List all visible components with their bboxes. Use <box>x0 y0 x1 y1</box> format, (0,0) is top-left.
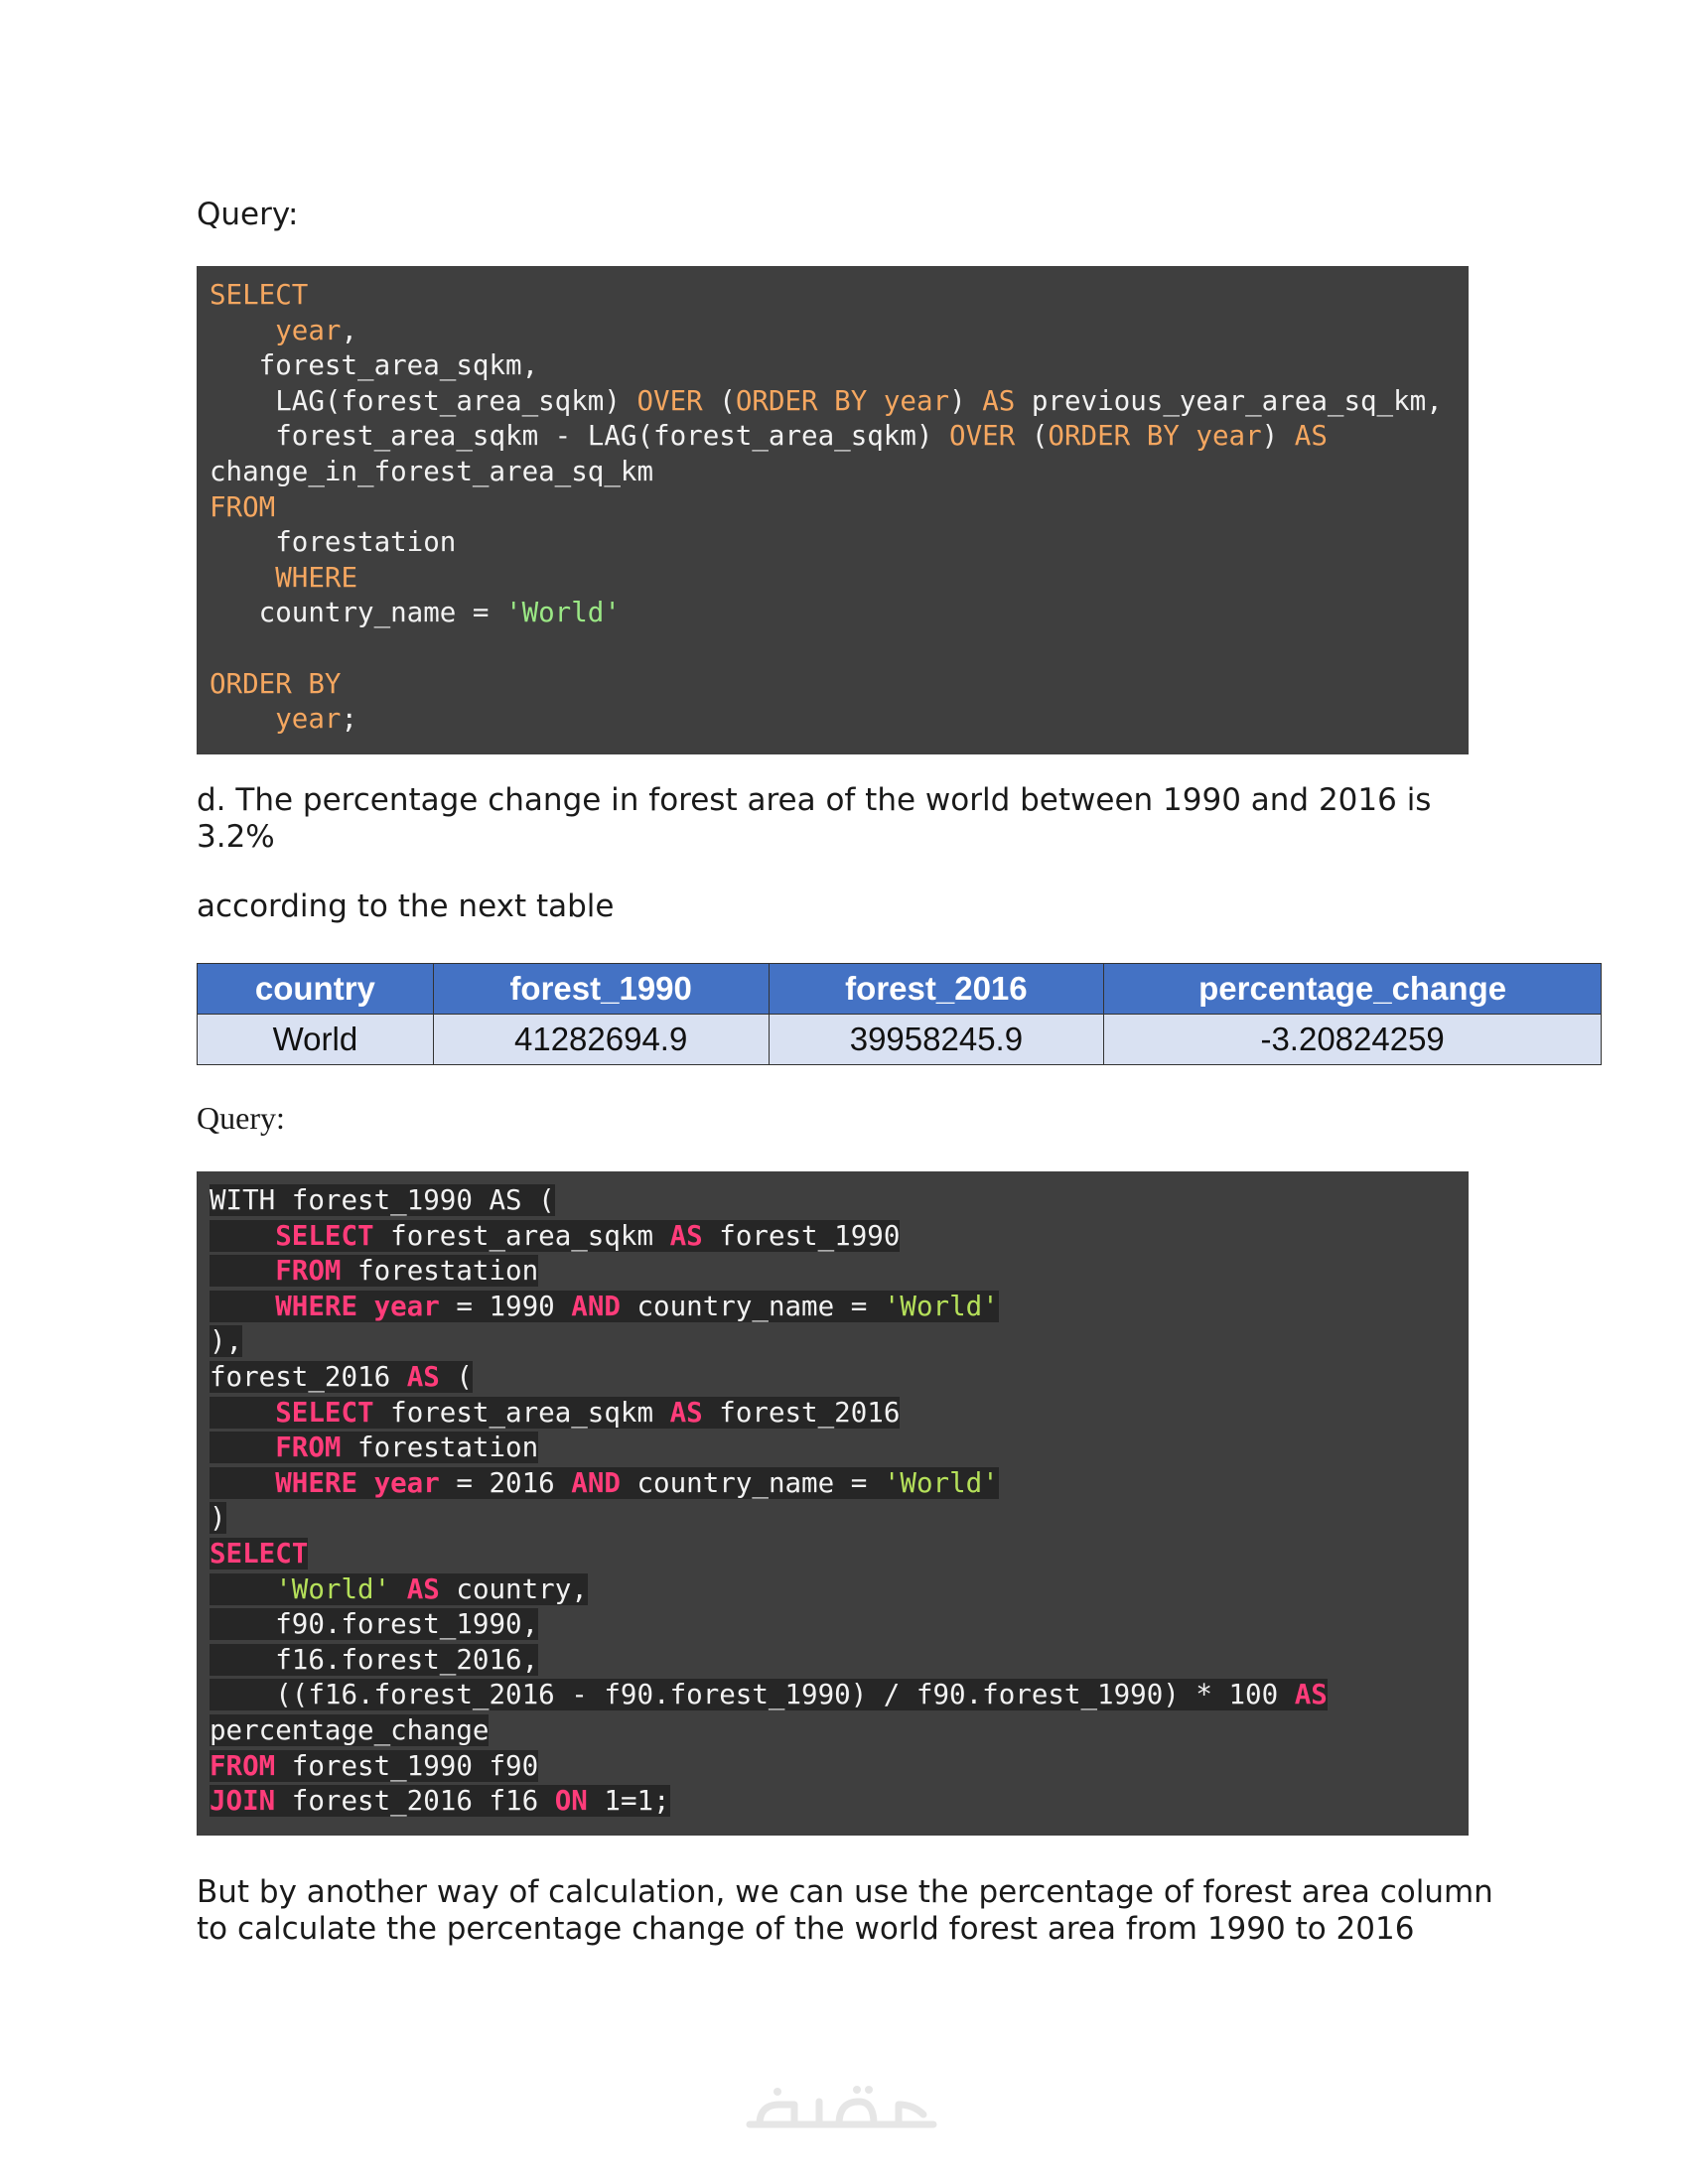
code-token: SELECT <box>275 1396 374 1429</box>
code-token: WHERE <box>275 561 358 594</box>
code-line <box>210 384 1469 420</box>
code-token: ) <box>949 384 983 417</box>
code-token: AS <box>1294 420 1328 453</box>
code-token: ORDER BY <box>210 667 342 700</box>
code-line <box>210 1290 1469 1325</box>
code-token: forest_area_sqkm <box>373 1396 670 1429</box>
closing-line-2: to calculate the percentage change of the world forest area from 1990 to 2016 <box>197 1911 1415 1947</box>
code-line <box>210 631 1469 667</box>
code-token: FROM <box>275 1432 342 1464</box>
code-token: ) <box>210 1502 226 1535</box>
code-token: percentage_change <box>210 1713 490 1746</box>
code-token: SELECT <box>210 279 309 311</box>
closing-paragraph <box>197 1874 1517 1948</box>
header-forest-1990: forest_1990 <box>433 964 769 1015</box>
code-line <box>210 1713 1469 1749</box>
paragraph-d <box>197 782 1517 856</box>
code-token: ORDER BY year <box>1048 420 1262 453</box>
code-token: AS <box>669 1219 703 1252</box>
code-token: , <box>341 314 358 346</box>
code-line <box>210 1607 1469 1643</box>
code-token: ; <box>341 703 358 736</box>
code-token <box>210 1467 275 1499</box>
query-label-1: Query: <box>197 197 299 232</box>
code-line <box>210 1749 1469 1785</box>
code-token: 1=1; <box>587 1785 670 1818</box>
code-token <box>210 1291 275 1322</box>
code-token: forest_2016 <box>702 1396 901 1429</box>
code-token: WHERE year <box>275 1290 440 1322</box>
results-table <box>197 963 1602 1065</box>
code-line <box>210 455 1469 490</box>
code-token <box>210 562 275 594</box>
code-token: forest_area_sqkm, <box>210 349 539 382</box>
code-line <box>210 525 1469 561</box>
code-token: ( <box>1015 420 1049 453</box>
code-token: forest_area_sqkm <box>373 1219 670 1252</box>
code-line <box>210 1643 1469 1679</box>
code-token: AND <box>571 1466 621 1499</box>
code-token: FROM <box>210 1749 276 1782</box>
code-token: AS <box>1294 1679 1328 1711</box>
paragraph-d-line-2: 3.2% <box>197 819 275 855</box>
header-country: country <box>198 964 434 1015</box>
code-token: forest_2016 f16 <box>275 1785 555 1818</box>
code-token: AND <box>571 1290 621 1322</box>
code-token: forestation <box>341 1432 539 1464</box>
code-token <box>210 1220 275 1252</box>
code-token: OVER <box>949 420 1016 453</box>
code-token: ( <box>439 1360 473 1393</box>
code-token: forest_1990 f90 <box>275 1749 539 1782</box>
code-token <box>390 1573 407 1605</box>
table-header-row <box>198 964 1602 1015</box>
code-line <box>210 1396 1469 1432</box>
code-token: OVER <box>636 384 703 417</box>
code-line <box>210 667 1469 703</box>
header-percentage-change: percentage_change <box>1104 964 1602 1015</box>
code-line <box>210 1784 1469 1820</box>
code-token: AS <box>406 1360 440 1393</box>
code-token <box>210 315 275 346</box>
header-forest-2016: forest_2016 <box>769 964 1104 1015</box>
closing-line-1: But by another way of calculation, we can use the percentage of forest area column <box>197 1874 1493 1910</box>
code-token <box>210 1432 275 1463</box>
code-line <box>210 1254 1469 1290</box>
code-token <box>210 703 275 735</box>
code-token: forestation <box>210 526 457 559</box>
code-token: ORDER BY year <box>735 384 950 417</box>
code-line <box>210 1360 1469 1396</box>
code-token: ((f16.forest_2016 - f90.forest_1990) / f90.forest_1990) * 100 <box>210 1679 1295 1711</box>
code-line <box>210 1572 1469 1608</box>
code-line <box>210 1537 1469 1572</box>
code-token: f16.forest_2016, <box>210 1643 539 1676</box>
code-token: AS <box>669 1396 703 1429</box>
table-row <box>198 1015 1602 1065</box>
code-token <box>210 1573 275 1605</box>
code-line <box>210 702 1469 738</box>
code-token: AS <box>406 1572 440 1605</box>
khamsat-logo-icon <box>740 2080 948 2139</box>
code-line <box>210 278 1469 314</box>
code-token: forest_1990 <box>702 1219 901 1252</box>
code-token: AS <box>982 384 1016 417</box>
code-line <box>210 1431 1469 1466</box>
sql-code-block-1 <box>197 266 1469 754</box>
code-token: country_name = <box>620 1466 884 1499</box>
code-token: LAG(forest_area_sqkm) <box>210 384 637 417</box>
code-token: ON <box>554 1785 588 1818</box>
code-line <box>210 1219 1469 1255</box>
cell-percentage-change: -3.20824259 <box>1104 1015 1602 1065</box>
code-token: 'World' <box>275 1572 391 1605</box>
code-token: = 1990 <box>439 1290 572 1322</box>
code-line <box>210 1324 1469 1360</box>
code-token: WHERE year <box>275 1466 440 1499</box>
cell-forest-1990: 41282694.9 <box>433 1015 769 1065</box>
code-token: f90.forest_1990, <box>210 1608 539 1641</box>
table-intro: according to the next table <box>197 888 615 924</box>
code-token: WITH forest_1990 AS ( <box>210 1184 555 1216</box>
code-line <box>210 490 1469 526</box>
code-line <box>210 1466 1469 1502</box>
query-label-2: Query: <box>197 1100 285 1136</box>
code-line <box>210 348 1469 384</box>
code-token: JOIN <box>210 1785 276 1818</box>
code-token: country, <box>439 1572 588 1605</box>
code-line <box>210 1501 1469 1537</box>
code-token: previous_year_area_sq_km, <box>1015 384 1443 417</box>
code-token: ) <box>1261 420 1295 453</box>
cell-forest-2016: 39958245.9 <box>769 1015 1104 1065</box>
code-token: 'World' <box>883 1290 999 1322</box>
code-token <box>210 1397 275 1429</box>
code-token <box>210 1255 275 1287</box>
code-token: forest_area_sqkm - LAG(forest_area_sqkm) <box>210 420 950 453</box>
code-line <box>210 314 1469 349</box>
code-token: ), <box>210 1325 243 1358</box>
code-line <box>210 1183 1469 1219</box>
code-token: year <box>275 314 342 346</box>
code-token: forestation <box>341 1255 539 1288</box>
code-token: FROM <box>275 1255 342 1288</box>
paragraph-d-line-1: d. The percentage change in forest area of the world between 1990 and 2016 is <box>197 782 1432 818</box>
code-line <box>210 596 1469 631</box>
code-line <box>210 561 1469 597</box>
code-line <box>210 419 1469 455</box>
code-token: year <box>275 703 342 736</box>
code-token: FROM <box>210 490 276 523</box>
code-token: country_name = <box>620 1290 884 1322</box>
code-token: forest_2016 <box>210 1360 407 1393</box>
code-token: 'World' <box>883 1466 999 1499</box>
sql-code-block-2 <box>197 1171 1469 1836</box>
code-token: SELECT <box>210 1537 309 1570</box>
code-token: SELECT <box>275 1219 374 1252</box>
cell-country: World <box>198 1015 434 1065</box>
code-token: = 2016 <box>439 1466 572 1499</box>
code-token: country_name = <box>210 597 506 629</box>
code-token: ( <box>702 384 736 417</box>
code-line <box>210 1678 1469 1713</box>
code-token: 'World' <box>505 597 621 629</box>
code-token: change_in_forest_area_sq_km <box>210 455 654 487</box>
